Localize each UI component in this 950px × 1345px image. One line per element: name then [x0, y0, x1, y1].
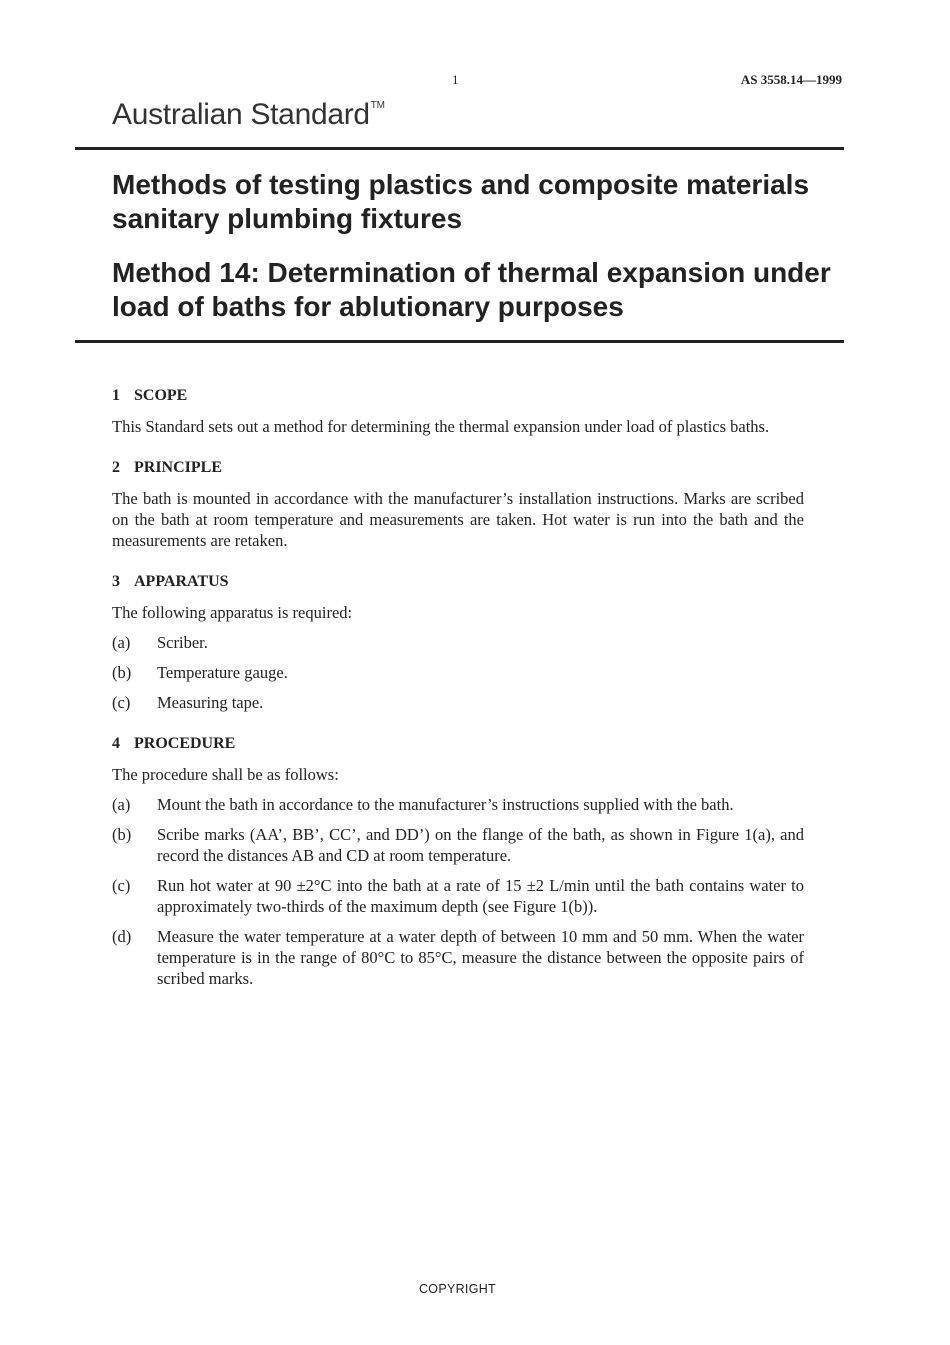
- section-heading: [112, 385, 804, 406]
- list-item-label: (a): [112, 795, 131, 814]
- top-divider: [75, 147, 844, 150]
- list-item: [112, 824, 804, 866]
- section-apparatus: [112, 571, 804, 713]
- section-heading: [112, 457, 804, 478]
- section-scope: [112, 385, 804, 437]
- list-item: [112, 794, 804, 815]
- section-heading: [112, 571, 804, 592]
- list-item: [112, 632, 804, 653]
- section-title: PRINCIPLE: [134, 459, 223, 476]
- section-text: This Standard sets out a method for determining the thermal expansion under load of plastics baths.: [112, 417, 770, 436]
- section-number: 4: [112, 735, 120, 752]
- section-intro: The following apparatus is required:: [112, 603, 353, 622]
- section-title: APPARATUS: [134, 573, 229, 590]
- list-item-label: (b): [112, 663, 132, 682]
- brand-text: Australian Standard: [112, 98, 370, 131]
- section-number: 3: [112, 573, 120, 590]
- bottom-divider: [75, 340, 844, 343]
- section-procedure: [112, 733, 804, 989]
- brand-title: [112, 98, 385, 132]
- list-item-text: Temperature gauge.: [157, 663, 288, 682]
- list-item-text: Measure the water temperature at a water depth of between 10 mm and 50 mm. When the water temperature is in the range of 80°C to 85°C, measure the distance between the opposite pairs of scribed marks.: [157, 927, 804, 988]
- section-intro: The procedure shall be as follows:: [112, 765, 339, 784]
- list-item-text: Run hot water at 90 ±2°C into the bath at a rate of 15 ±2 L/min until the bath contains water to approximately two-thirds of the maximum depth (see Figure 1(b)).: [157, 876, 804, 916]
- section-number: 1: [112, 387, 120, 404]
- list-item-text: Mount the bath in accordance to the manufacturer’s instructions supplied with the bath.: [157, 795, 734, 814]
- section-principle: [112, 457, 804, 551]
- list-item-text: Scribe marks (AA’, BB’, CC’, and DD’) on the flange of the bath, as shown in Figure 1(a), and record the distances AB and CD at room temperature.: [157, 825, 804, 865]
- list-item-label: (a): [112, 633, 131, 652]
- document-title: Methods of testing plastics and composite materials sanitary plumbing fixtures: [112, 169, 810, 234]
- list-item-label: (d): [112, 927, 132, 946]
- list-item-text: Scriber.: [157, 633, 208, 652]
- section-title: PROCEDURE: [134, 735, 236, 752]
- section-title: SCOPE: [134, 387, 188, 404]
- list-item-label: (b): [112, 825, 132, 844]
- list-item-label: (c): [112, 693, 131, 712]
- section-text: The bath is mounted in accordance with the manufacturer’s installation instructions. Marks are scribed on the bath at room temperature and measurements are taken. Hot water is run into the bath and the measurements are retaken.: [112, 489, 804, 550]
- list-item: [112, 926, 804, 989]
- section-heading: [112, 733, 804, 754]
- document-id: AS 3558.14—1999: [740, 72, 842, 87]
- trademark-mark: TM: [370, 100, 385, 111]
- document-body: [112, 385, 804, 1009]
- section-number: 2: [112, 459, 120, 476]
- list-item: [112, 692, 804, 713]
- page-number: 1: [452, 72, 459, 87]
- list-item: [112, 875, 804, 917]
- copyright-notice: COPYRIGHT: [418, 1282, 496, 1296]
- list-item-text: Measuring tape.: [157, 693, 264, 712]
- list-item: [112, 662, 804, 683]
- method-title: Method 14: Determination of thermal expansion under load of baths for ablutionary purposes: [112, 257, 831, 322]
- list-item-label: (c): [112, 876, 131, 895]
